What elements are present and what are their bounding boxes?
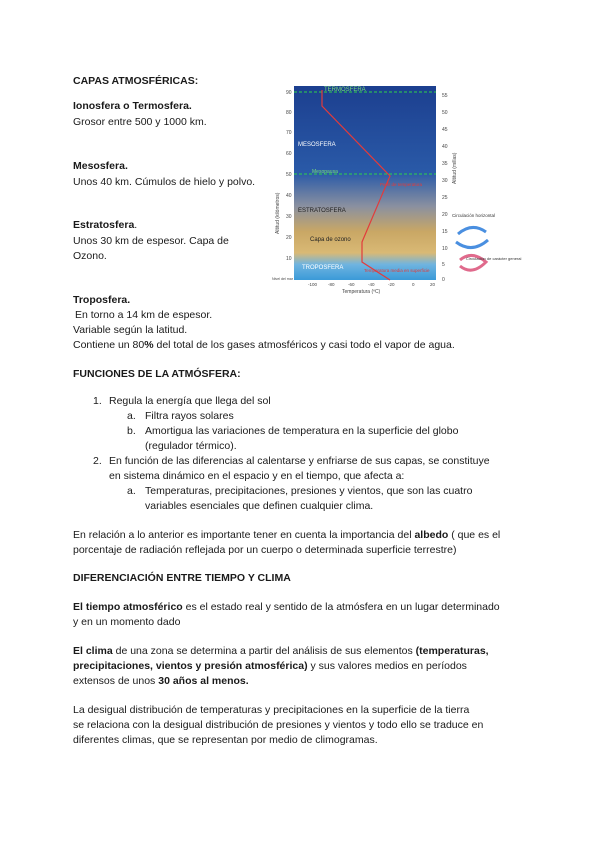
troposfera-text-1: En torno a 14 km de espesor. <box>75 309 213 321</box>
y-tick-mi: 40 <box>442 144 448 150</box>
label-termosfera: TERMOSFERA <box>324 87 366 93</box>
horizontal-circulation-arrow-icon <box>458 227 486 234</box>
clima-bold-3: precipitaciones, vientos y presión atmosférica) <box>73 660 308 672</box>
troposfera-heading: Troposfera. <box>73 294 131 306</box>
clima-text-3a: extensos de unos <box>73 675 159 687</box>
y-tick-mi: 0 <box>442 277 445 283</box>
y-tick-mi: 20 <box>442 212 448 218</box>
y-tick-km: 90 <box>286 90 292 96</box>
y-tick-mi: 50 <box>442 110 448 116</box>
estratosfera-text-2: Ozono. <box>73 250 107 262</box>
albedo-text-2: porcentaje de radiación reflejada por un cuerpo o determinada superficie terrestre) <box>73 544 457 556</box>
y-tick-mi: 25 <box>442 195 448 201</box>
y-tick-km: 40 <box>286 193 292 199</box>
inset-label-horizontal: Circulación horizontal <box>452 213 496 218</box>
y-tick-km: 10 <box>286 256 292 262</box>
y-tick-mi: 45 <box>442 127 448 133</box>
capas-title: CAPAS ATMOSFÉRICAS: <box>73 75 199 87</box>
y-tick-km-sea-level: Nivel del mar <box>272 277 293 281</box>
y-axis-mi <box>442 93 448 283</box>
troposfera-text-3a: Contiene un 80 <box>73 339 145 351</box>
ionosfera-text: Grosor entre 500 y 1000 km. <box>73 116 207 128</box>
y-tick-km: 60 <box>286 151 292 157</box>
mesosfera-text: Unos 40 km. Cúmulos de hielo y polvo. <box>73 176 256 188</box>
label-troposfera: TROPOSFERA <box>302 265 344 271</box>
tiempo-text-2: y en un momento dado <box>73 616 181 628</box>
x-tick: 0 <box>412 282 415 287</box>
atmosphere-layers-figure <box>272 84 522 295</box>
funciones-item1b-text-1: Amortigua las variaciones de temperatura en la superficie del globo <box>145 425 459 437</box>
albedo-term: albedo <box>414 529 449 541</box>
clima-text-2b: y sus valores medios en períodos <box>307 660 467 672</box>
tiempo-text-1a: es el estado real y sentido de la atmósfera en un lugar determinado <box>182 601 500 613</box>
funciones-item1b-text-2: (regulador térmico). <box>145 440 237 452</box>
estratosfera-text-1: Unos 30 km de espesor. Capa de <box>73 235 229 247</box>
clima-bold-2: (temperaturas, <box>415 645 489 657</box>
x-tick: -100 <box>308 282 318 287</box>
x-tick: -20 <box>388 282 395 287</box>
troposfera-text-3 <box>73 338 455 353</box>
y-tick-km: 30 <box>286 214 292 220</box>
desigual-text-1: La desigual distribución de temperaturas y precipitaciones en la superficie de la tierra <box>73 704 470 716</box>
label-capa-ozono: Capa de ozono <box>310 237 351 243</box>
x-tick: -40 <box>368 282 375 287</box>
clima-text-2 <box>73 659 467 674</box>
diferenciacion-title: DIFERENCIACIÓN ENTRE TIEMPO Y CLIMA <box>73 572 291 584</box>
x-tick: -80 <box>328 282 335 287</box>
funciones-item2-num: 2. <box>93 455 102 467</box>
y-tick-km: 80 <box>286 110 292 116</box>
funciones-item1-num: 1. <box>93 395 102 407</box>
circulation-inset <box>452 213 521 270</box>
funciones-item1a-text: Filtra rayos solares <box>145 410 234 422</box>
y-axis-km <box>272 90 294 281</box>
funciones-item2-text-1: En función de las diferencias al calentarse y enfriarse de sus capas, se constituye <box>109 455 490 467</box>
funciones-item1a-letter: a. <box>127 410 136 422</box>
estratosfera-heading <box>73 218 137 233</box>
label-mesosfera: MESOSFERA <box>298 142 336 148</box>
albedo-text-1 <box>73 528 500 543</box>
label-estratosfera: ESTRATOSFERA <box>298 208 346 214</box>
y-tick-mi: 30 <box>442 178 448 184</box>
tiempo-term: El tiempo atmosférico <box>73 601 183 613</box>
estratosfera-dot: . <box>134 219 138 231</box>
funciones-item2a-letter: a. <box>127 485 136 497</box>
funciones-item2-text-2: en sistema dinámico en el espacio y en el tiempo, que afecta a: <box>109 470 405 482</box>
tiempo-text-1 <box>73 600 500 615</box>
troposfera-percent: % <box>144 339 154 351</box>
funciones-item2a-text-1: Temperaturas, precipitaciones, presiones y vientos, que son las cuatro <box>145 485 473 497</box>
y-axis-right-label: Altitud (millas) <box>452 152 458 184</box>
clima-text-3 <box>73 674 249 689</box>
ionosfera-heading: Ionosfera o Termosfera. <box>73 100 192 112</box>
x-axis <box>308 282 436 287</box>
y-tick-mi: 5 <box>442 262 445 268</box>
annotation-perfil: Perfil de temperatura <box>380 182 423 187</box>
funciones-item1b-letter: b. <box>127 425 136 437</box>
estratosfera-name: Estratosfera <box>73 219 135 231</box>
y-tick-mi: 10 <box>442 246 448 252</box>
x-axis-label: Temperatura (ºC) <box>342 289 381 295</box>
x-tick: -60 <box>348 282 355 287</box>
desigual-text-2: se relaciona con la desigual distribución de presiones y vientos y todo ello se traduce en <box>73 719 484 731</box>
troposfera-text-3c: del total de los gases atmosféricos y casi todo el vapor de agua. <box>153 339 455 351</box>
clima-text-1 <box>73 644 489 659</box>
y-tick-km: 20 <box>286 235 292 241</box>
y-tick-mi: 35 <box>442 161 448 167</box>
label-mesopausa: Mesopausa <box>312 169 338 175</box>
funciones-title: FUNCIONES DE LA ATMÓSFERA: <box>73 368 241 380</box>
desigual-text-3: diferentes climas, que se representan por medio de climogramas. <box>73 734 378 746</box>
y-tick-mi: 55 <box>442 93 448 99</box>
troposfera-text-2: Variable según la latitud. <box>73 324 188 336</box>
y-tick-km: 50 <box>286 172 292 178</box>
x-tick: 20 <box>430 282 436 287</box>
horizontal-circulation-arrow-icon <box>456 240 488 248</box>
clima-bold-4: 30 años al menos. <box>158 675 249 687</box>
clima-text-1a: de una zona se determina a partir del análisis de sus elementos <box>112 645 416 657</box>
albedo-text-1b: ( que es el <box>448 529 501 541</box>
annotation-temp-media: Temperatura media en superficie <box>364 268 430 273</box>
funciones-item2a-text-2: variables esenciales que definen cualquier clima. <box>145 500 374 512</box>
y-axis-left-label: Altitud (kilómetros) <box>275 192 281 234</box>
albedo-text-1a: En relación a lo anterior es importante tener en cuenta la importancia del <box>73 529 415 541</box>
funciones-item1-text: Regula la energía que llega del sol <box>109 395 271 407</box>
mesosfera-heading: Mesosfera. <box>73 160 128 172</box>
y-tick-mi: 15 <box>442 229 448 235</box>
y-tick-km: 70 <box>286 130 292 136</box>
inset-label-general: Circulación de carácter general <box>466 256 522 261</box>
clima-term: El clima <box>73 645 113 657</box>
